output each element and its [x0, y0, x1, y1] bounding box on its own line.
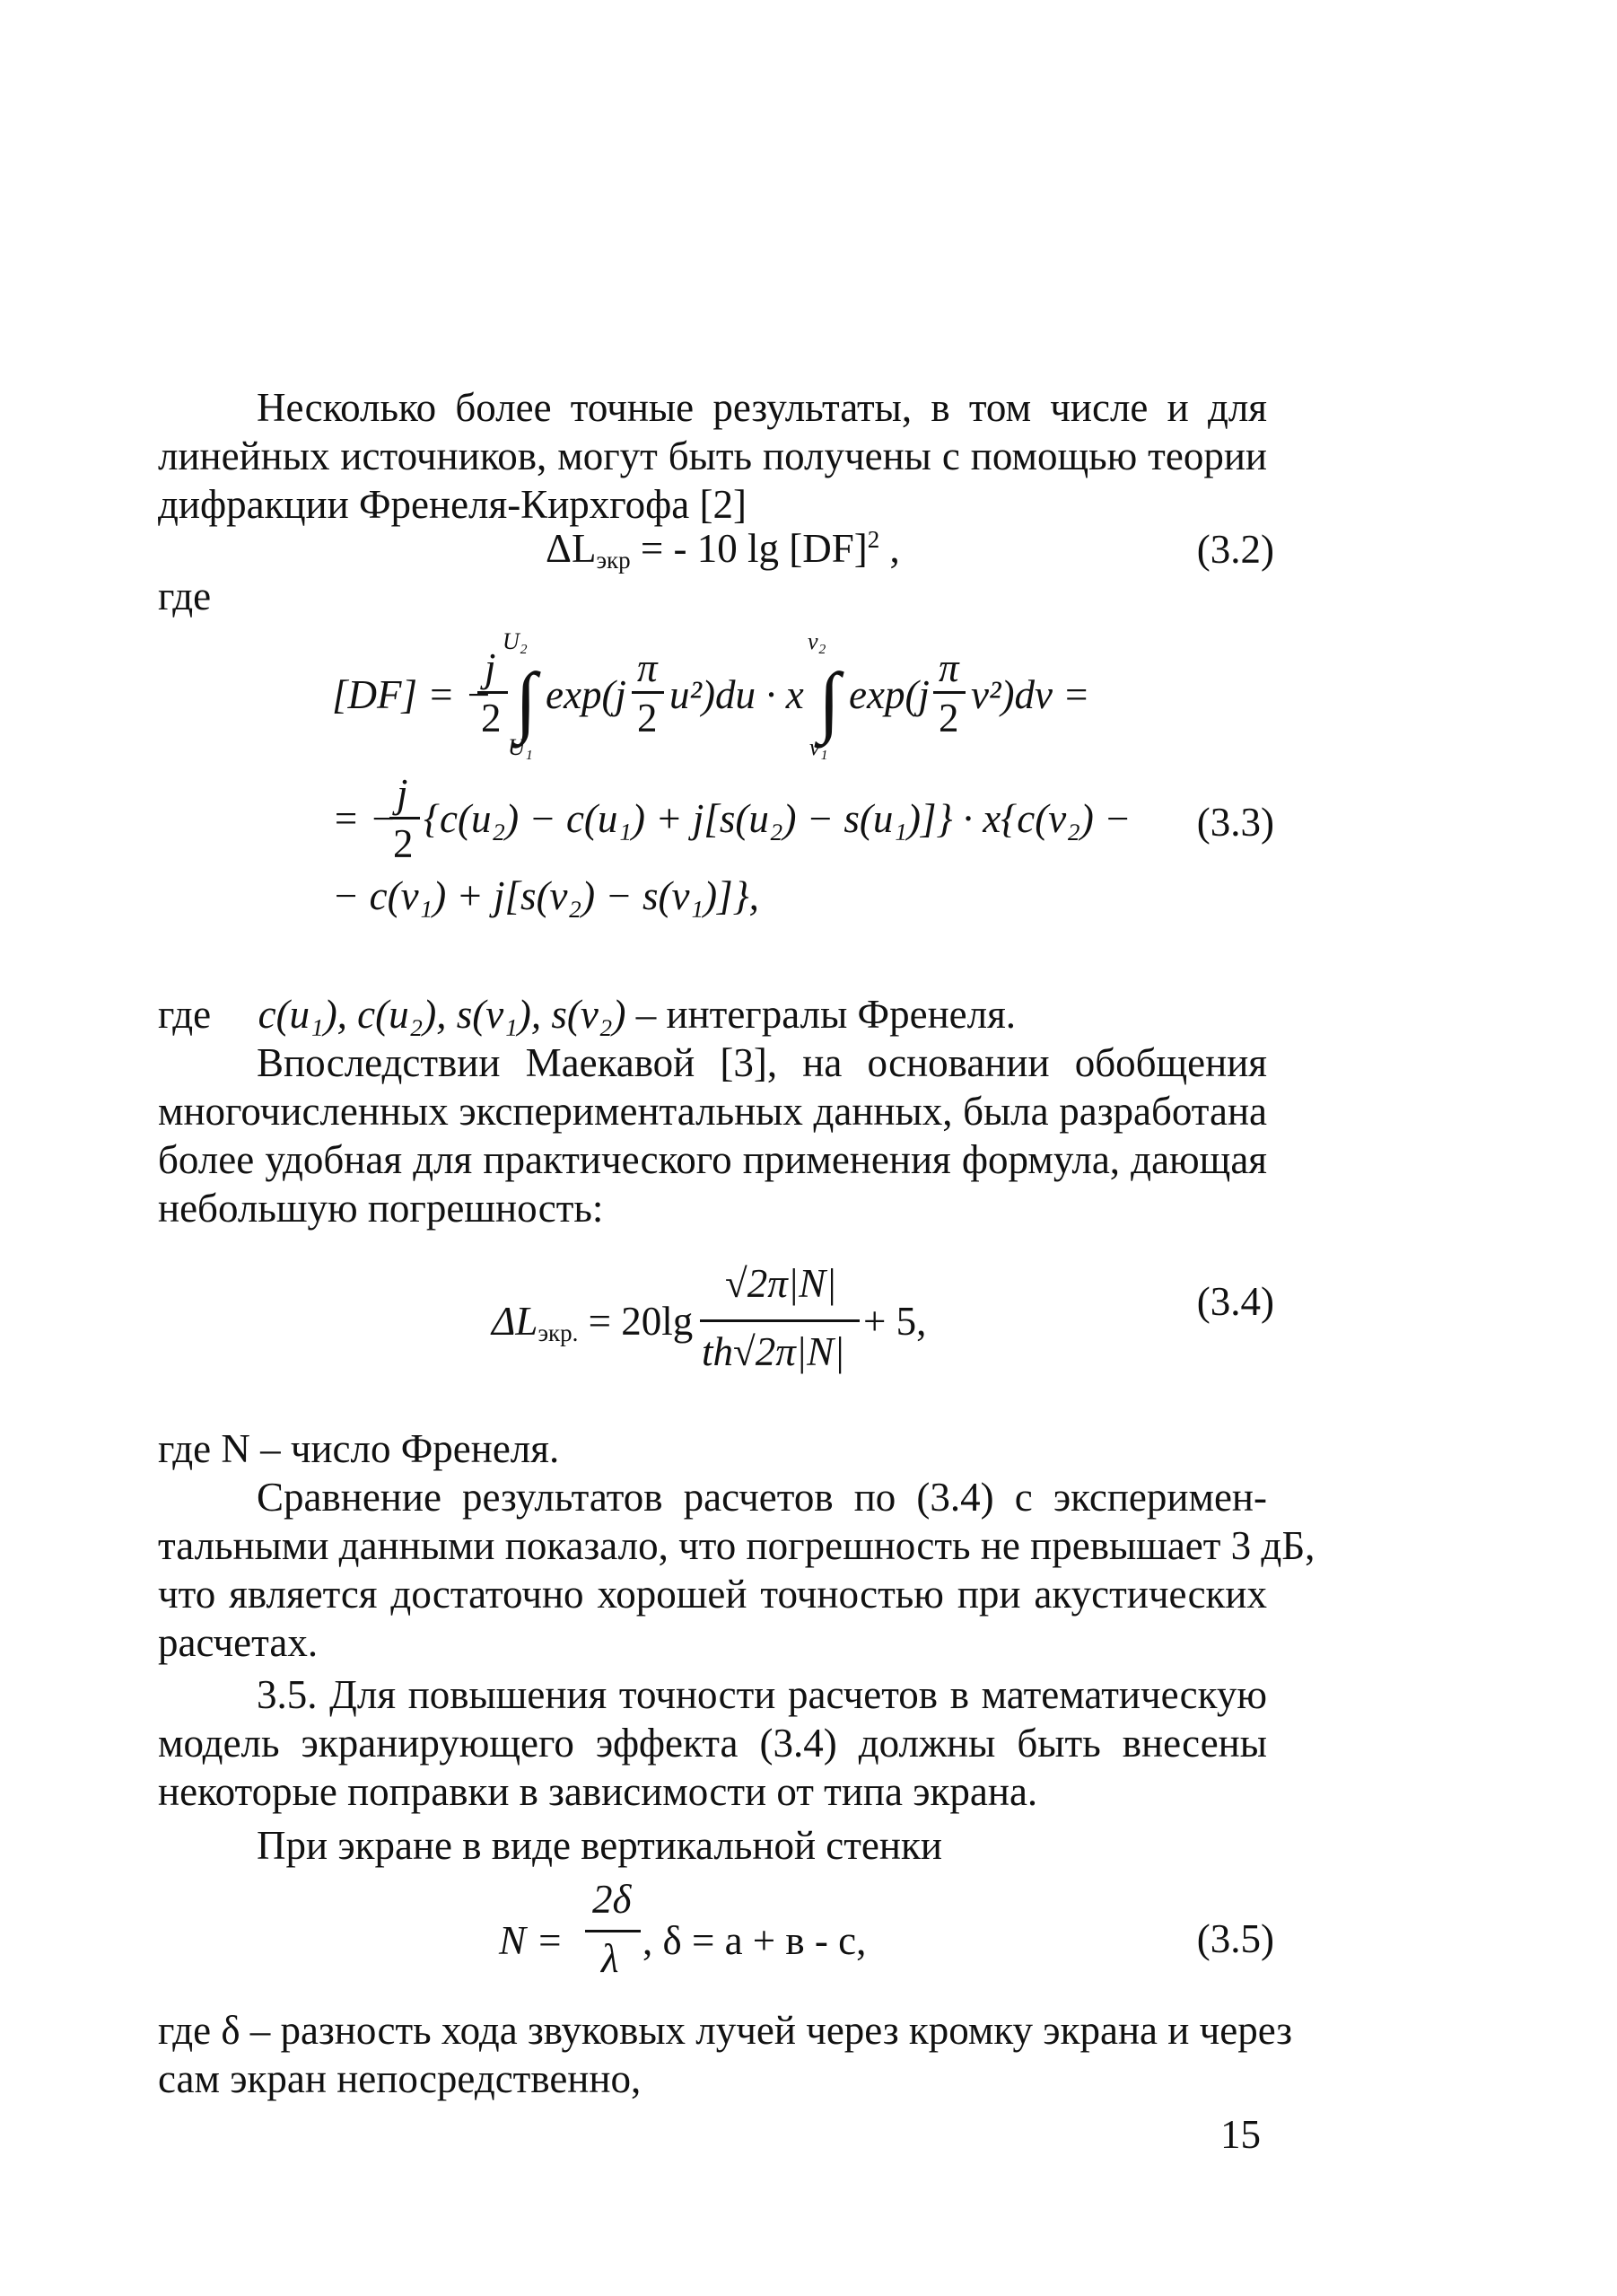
para2-line-2: многочисленных экспериментальных данных, была разработана: [158, 1089, 1267, 1134]
para4-line-2: модель экранирующего эффекта (3.4) должны быть внесены: [158, 1721, 1267, 1766]
para6-line-2: сам экран непосредственно,: [158, 2056, 642, 2101]
para2-line-1: Впоследствии Маекавой [3], на основании обобщения: [257, 1040, 1267, 1085]
eq33-frac1-den: 2: [481, 696, 502, 741]
eq33-mid: u²)du · x: [669, 672, 804, 717]
para5-line: При экране в виде вертикальной стенки: [257, 1823, 942, 1868]
eq34-num: √2π|N|: [725, 1261, 837, 1306]
eq33-frac2-den: 2: [637, 696, 658, 741]
para3-line-1: Сравнение результатов расчетов по (3.4) с эксперимен-: [257, 1475, 1267, 1520]
eq33-frac4-num: j: [397, 771, 408, 816]
eq34-eq: = 20lg: [578, 1299, 694, 1344]
eq34-den: [702, 1329, 845, 1374]
where-label-1: где: [158, 574, 212, 618]
eq33-frac4-bar: [389, 817, 420, 819]
eq33-limit-u1: U₁: [508, 734, 533, 760]
where-n: где N – число Френеля.: [158, 1426, 560, 1471]
eq33-frac1-num: j: [485, 645, 496, 690]
eq33-line3: − c(v₁) + j[s(v₂) − s(v₁)]},: [332, 873, 759, 918]
eq33-pi-2: π: [939, 645, 959, 690]
para1-line-1: Несколько более точные результаты, в том числе и для: [257, 385, 1267, 430]
eq33-number: (3.3): [1196, 800, 1274, 845]
para4-line-3: некоторые поправки в зависимости от типа экрана.: [158, 1769, 1038, 1814]
eq32-sup: 2: [867, 526, 880, 553]
integral-sign-2: ∫: [818, 658, 841, 745]
eq34-tail: + 5,: [863, 1299, 927, 1344]
eq35-num: 2δ: [592, 1877, 632, 1922]
eq34-den-th: th: [702, 1329, 734, 1374]
eq33-limit-v2: v₂: [808, 628, 826, 654]
eq33-frac3-bar: [933, 691, 966, 694]
eq33-end: v²)dv =: [971, 672, 1090, 717]
where-fresnel: [158, 991, 1267, 1038]
eq34-lhs: [492, 1301, 693, 1345]
eq35-den: λ: [601, 1936, 619, 1981]
eq33-pi-1: π: [637, 645, 658, 690]
eq32-sub: экр: [596, 546, 631, 574]
para4-line-1: 3.5. Для повышения точности расчетов в математическую: [257, 1672, 1267, 1717]
eq34-delta-l: ΔL: [492, 1299, 538, 1344]
eq33-frac2-bar: [632, 691, 664, 694]
eq35-number: (3.5): [1196, 1916, 1274, 1961]
para3-line-3: что является достаточно хорошей точностью при акустических: [158, 1572, 1267, 1617]
eq35-lhs: N =: [499, 1918, 564, 1963]
para6-line-1: где δ – разность хода звуковых лучей через кромку экрана и через: [158, 2008, 1292, 2053]
eq34-frac-bar: [700, 1319, 860, 1322]
para2-line-4: небольшую погрешность:: [158, 1186, 604, 1231]
eq35-rest: , δ = а + в - с,: [642, 1918, 867, 1963]
eq33-limit-u2: U₂: [503, 628, 528, 654]
equation-3-2: [546, 528, 900, 573]
eq32-tail: ,: [879, 526, 900, 572]
eq33-frac3-den: 2: [939, 696, 959, 741]
eq33-df-lhs: [DF] = −: [332, 672, 493, 717]
eq33-limit-v1: v₁: [809, 734, 828, 760]
eq35-frac-bar: [585, 1930, 641, 1932]
eq33-line2-body: {c(u₂) − c(u₁) + j[s(u₂) − s(u₁)]} · x{c(v₂) −: [424, 796, 1132, 841]
eq33-line2-lead: = −: [332, 796, 397, 841]
eq34-sub: экр.: [538, 1319, 579, 1346]
para1-line-3: дифракции Френеля-Кирхгофа [2]: [158, 482, 747, 527]
para3-line-4: расчетах.: [158, 1620, 319, 1665]
para1-line-2: линейных источников, могут быть получены с помощью теории: [158, 434, 1267, 478]
eq32-rest: = - 10 lg [DF]: [630, 526, 868, 572]
eq32-number: (3.2): [1196, 527, 1274, 572]
eq34-den-root: √2π|N|: [733, 1329, 845, 1374]
page-number: 15: [1220, 2112, 1261, 2157]
para3-line-2: тальными данными показало, что погрешность не превышает 3 дБ,: [158, 1523, 1315, 1568]
eq34-number: (3.4): [1196, 1279, 1274, 1324]
integral-sign-1: ∫: [515, 658, 538, 745]
eq33-frac4-den: 2: [393, 821, 414, 866]
eq33-exp-2: exp(j: [849, 672, 930, 717]
where2-math: c(u₁), c(u₂), s(v₁), s(v₂): [258, 992, 626, 1037]
eq33-frac1-bar: [477, 691, 508, 694]
where2-text: – интегралы Френеля.: [625, 992, 1017, 1037]
para2-line-3: более удобная для практического применения формула, дающая: [158, 1137, 1267, 1182]
eq32-delta-l: ΔL: [546, 526, 597, 572]
where2-lead: где: [158, 992, 212, 1037]
eq33-exp-1: exp(j: [546, 672, 626, 717]
